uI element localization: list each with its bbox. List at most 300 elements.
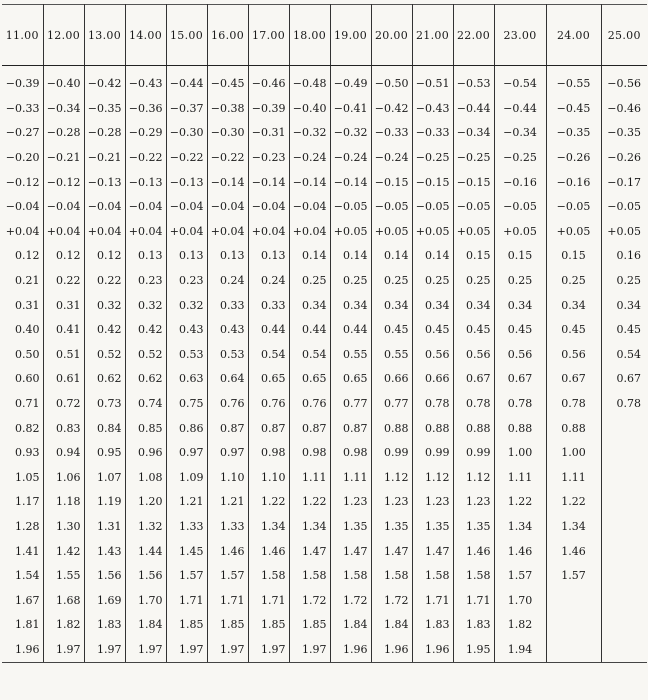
table-cell: −0.22: [207, 146, 248, 171]
table-cell: 1.47: [412, 539, 453, 564]
table-cell: [546, 613, 601, 638]
table-cell: 0.65: [289, 367, 330, 392]
table-cell: 1.31: [84, 515, 125, 540]
table-cell: 1.12: [412, 466, 453, 491]
table-cell: −0.12: [43, 170, 84, 195]
table-cell: 1.19: [84, 490, 125, 515]
table-row: [2, 490, 647, 515]
table-cell: 0.53: [207, 343, 248, 368]
table-cell: 0.87: [207, 416, 248, 441]
table-cell: 1.72: [289, 588, 330, 613]
table-cell: 1.34: [494, 515, 546, 540]
table-cell: −0.13: [125, 170, 166, 195]
table-cell: −0.27: [2, 121, 43, 146]
table-cell: −0.23: [248, 146, 289, 171]
table-cell: 0.42: [125, 318, 166, 343]
table-cell: 1.46: [248, 539, 289, 564]
table-cell: 0.95: [84, 441, 125, 466]
table-cell: 0.14: [330, 244, 371, 269]
table-cell: 0.65: [248, 367, 289, 392]
table-cell: 1.69: [84, 588, 125, 613]
table-cell: [601, 515, 647, 540]
table-cell: −0.54: [494, 66, 546, 97]
table-cell: 1.11: [289, 466, 330, 491]
table-cell: 0.31: [2, 293, 43, 318]
table-cell: 0.13: [125, 244, 166, 269]
table-cell: −0.44: [453, 97, 494, 122]
table-cell: 1.97: [84, 638, 125, 663]
table-cell: 1.57: [494, 564, 546, 589]
column-header: 20.00: [371, 5, 412, 66]
table-row: [2, 564, 647, 589]
table-cell: −0.12: [2, 170, 43, 195]
table-cell: 1.96: [371, 638, 412, 663]
table-cell: 0.54: [616, 347, 641, 361]
table-cell: 1.09: [166, 466, 207, 491]
table-cell: 0.99: [412, 441, 453, 466]
table-cell: 0.88: [453, 416, 494, 441]
table-cell: 1.97: [248, 638, 289, 663]
table-cell: 0.14: [289, 244, 330, 269]
table-cell: 1.11: [330, 466, 371, 491]
table-cell: −0.35: [84, 97, 125, 122]
table-cell: −0.51: [412, 66, 453, 97]
table-cell: −0.15: [412, 170, 453, 195]
table-cell: 1.84: [125, 613, 166, 638]
table-cell: 0.25: [546, 269, 601, 294]
table-cell: 1.70: [494, 588, 546, 613]
table-cell: 0.40: [2, 318, 43, 343]
table-cell: −0.28: [43, 121, 84, 146]
table-cell: 0.25: [453, 269, 494, 294]
table-cell: 1.97: [207, 638, 248, 663]
table-cell: 0.82: [2, 416, 43, 441]
table-cell: 0.98: [289, 441, 330, 466]
table-cell: 0.77: [330, 392, 371, 417]
table-row: [2, 392, 647, 417]
table-cell: 0.45: [494, 318, 546, 343]
table-cell: −0.38: [207, 97, 248, 122]
table-cell: −0.30: [207, 121, 248, 146]
table-cell: 1.22: [289, 490, 330, 515]
table-cell: 0.24: [248, 269, 289, 294]
table-cell: −0.56: [607, 77, 641, 91]
table-cell: 0.55: [330, 343, 371, 368]
table-cell: 0.63: [166, 367, 207, 392]
table-cell: 0.43: [207, 318, 248, 343]
table-cell: 0.84: [84, 416, 125, 441]
table-cell: 1.47: [330, 539, 371, 564]
table-cell: [546, 638, 601, 663]
table-cell: 1.96: [412, 638, 453, 663]
table-cell: −0.05: [371, 195, 412, 220]
table-cell: 0.97: [207, 441, 248, 466]
table-cell: 0.83: [43, 416, 84, 441]
table-row: [2, 539, 647, 564]
table-cell: 0.25: [371, 269, 412, 294]
table-cell: 0.23: [166, 269, 207, 294]
table-cell: [601, 539, 647, 564]
table-cell: 0.77: [371, 392, 412, 417]
table-cell: 1.00: [546, 441, 601, 466]
column-header: 23.00: [494, 5, 546, 66]
table-cell: 1.07: [84, 466, 125, 491]
table-cell: 0.13: [248, 244, 289, 269]
table-cell: −0.36: [125, 97, 166, 122]
table-cell: 1.71: [453, 588, 494, 613]
table-cell: +0.05: [330, 220, 371, 245]
table-row: [2, 293, 647, 318]
table-cell: −0.41: [330, 97, 371, 122]
table-cell: −0.22: [125, 146, 166, 171]
table-cell: 0.76: [289, 392, 330, 417]
table-cell: 0.97: [166, 441, 207, 466]
table-cell: 0.44: [248, 318, 289, 343]
table-cell: +0.04: [2, 220, 43, 245]
table-cell: −0.20: [2, 146, 43, 171]
table-cell: 0.53: [166, 343, 207, 368]
table-cell: −0.40: [43, 66, 84, 97]
table-cell: 0.61: [43, 367, 84, 392]
table-cell: 0.14: [412, 244, 453, 269]
table-cell: 0.13: [207, 244, 248, 269]
table-cell: 1.23: [412, 490, 453, 515]
table-cell: 1.23: [330, 490, 371, 515]
table-cell: 0.85: [125, 416, 166, 441]
table-cell: 1.55: [43, 564, 84, 589]
table-cell: 0.86: [166, 416, 207, 441]
table-cell: 1.41: [2, 539, 43, 564]
table-cell: 1.56: [84, 564, 125, 589]
table-cell: 0.14: [371, 244, 412, 269]
column-header: 14.00: [125, 5, 166, 66]
table-cell: −0.33: [412, 121, 453, 146]
table-cell: −0.42: [84, 66, 125, 97]
table-cell: −0.40: [289, 97, 330, 122]
table-cell: −0.24: [371, 146, 412, 171]
table-cell: 0.45: [453, 318, 494, 343]
table-cell: −0.05: [330, 195, 371, 220]
table-row: [2, 416, 647, 441]
table-cell: −0.45: [207, 66, 248, 97]
table-cell: 0.50: [2, 343, 43, 368]
table-cell: 0.15: [453, 244, 494, 269]
table-cell: −0.32: [330, 121, 371, 146]
table-row: [2, 613, 647, 638]
table-cell: 0.25: [616, 274, 641, 288]
table-cell: 1.10: [248, 466, 289, 491]
table-cell: 0.67: [616, 372, 641, 386]
table-cell: 0.67: [453, 367, 494, 392]
table-cell: 1.45: [166, 539, 207, 564]
table-row: [2, 343, 647, 368]
table-cell: [601, 588, 647, 613]
table-cell: 1.28: [2, 515, 43, 540]
table-cell: [601, 564, 647, 589]
table-cell: −0.26: [546, 146, 601, 171]
table-cell: −0.24: [289, 146, 330, 171]
table-cell: −0.34: [43, 97, 84, 122]
table-cell: 1.67: [2, 588, 43, 613]
table-cell: −0.15: [453, 170, 494, 195]
table-cell: 1.58: [371, 564, 412, 589]
table-cell: 0.96: [125, 441, 166, 466]
table-cell: −0.13: [84, 170, 125, 195]
column-header: 12.00: [43, 5, 84, 66]
table-cell: 1.22: [248, 490, 289, 515]
table-cell: −0.16: [494, 170, 546, 195]
table-cell: 1.57: [166, 564, 207, 589]
table-cell: 0.87: [330, 416, 371, 441]
table-cell: 0.66: [371, 367, 412, 392]
table-cell: −0.14: [330, 170, 371, 195]
table-cell: 0.75: [166, 392, 207, 417]
table-cell: 0.25: [412, 269, 453, 294]
table-cell: 0.32: [166, 293, 207, 318]
table-cell: −0.39: [248, 97, 289, 122]
table-row: [2, 244, 647, 269]
column-header: 19.00: [330, 5, 371, 66]
table-cell: 0.13: [166, 244, 207, 269]
table-cell: 1.83: [84, 613, 125, 638]
table-cell: −0.05: [453, 195, 494, 220]
table-cell: −0.05: [546, 195, 601, 220]
table-cell: 0.45: [616, 323, 641, 337]
table-cell: 0.45: [546, 318, 601, 343]
table-cell: [601, 416, 647, 441]
table-row: [2, 367, 647, 392]
table-cell: 0.71: [2, 392, 43, 417]
column-header: 16.00: [207, 5, 248, 66]
table-cell: −0.16: [546, 170, 601, 195]
table-cell: 1.83: [453, 613, 494, 638]
table-cell: 0.88: [494, 416, 546, 441]
table-cell: 1.34: [248, 515, 289, 540]
table-cell: 1.23: [453, 490, 494, 515]
table-cell: [601, 638, 647, 663]
table-cell: −0.33: [2, 97, 43, 122]
table-cell: 1.58: [412, 564, 453, 589]
table-cell: 0.34: [494, 293, 546, 318]
table-cell: 1.46: [453, 539, 494, 564]
table-cell: 0.64: [207, 367, 248, 392]
table-cell: −0.53: [453, 66, 494, 97]
table-row: [2, 220, 647, 245]
table-cell: 0.74: [125, 392, 166, 417]
table-cell: 1.57: [546, 564, 601, 589]
table-cell: 0.12: [2, 244, 43, 269]
table-cell: −0.33: [371, 121, 412, 146]
table-cell: 0.76: [207, 392, 248, 417]
table-cell: 1.95: [453, 638, 494, 663]
column-header: 22.00: [453, 5, 494, 66]
table-cell: 0.34: [453, 293, 494, 318]
table-cell: 0.56: [453, 343, 494, 368]
table-row: [2, 515, 647, 540]
table-cell: 0.78: [616, 397, 641, 411]
table-cell: −0.43: [412, 97, 453, 122]
table-cell: 0.56: [494, 343, 546, 368]
table-cell: −0.04: [84, 195, 125, 220]
table-cell: 1.46: [207, 539, 248, 564]
table-cell: 1.35: [330, 515, 371, 540]
table-cell: 1.71: [166, 588, 207, 613]
table-cell: 0.55: [371, 343, 412, 368]
table-cell: 1.82: [43, 613, 84, 638]
table-cell: −0.25: [412, 146, 453, 171]
table-cell: 0.41: [43, 318, 84, 343]
table-cell: +0.04: [289, 220, 330, 245]
table-cell: 1.42: [43, 539, 84, 564]
table-row: [2, 97, 647, 122]
table-cell: −0.31: [248, 121, 289, 146]
column-header: 25.00: [601, 5, 647, 66]
table-cell: −0.14: [207, 170, 248, 195]
table-cell: −0.24: [330, 146, 371, 171]
table-row: [2, 318, 647, 343]
table-cell: 1.81: [2, 613, 43, 638]
table-cell: −0.05: [494, 195, 546, 220]
table-cell: [601, 490, 647, 515]
table-cell: 1.85: [207, 613, 248, 638]
table-cell: −0.35: [546, 121, 601, 146]
table-cell: −0.34: [453, 121, 494, 146]
table-cell: 0.12: [84, 244, 125, 269]
table-cell: 1.70: [125, 588, 166, 613]
table-cell: 0.62: [84, 367, 125, 392]
table-cell: 1.34: [289, 515, 330, 540]
table-cell: 0.51: [43, 343, 84, 368]
table-cell: −0.04: [125, 195, 166, 220]
table-cell: −0.05: [412, 195, 453, 220]
column-header: 18.00: [289, 5, 330, 66]
table-cell: 1.47: [289, 539, 330, 564]
table-cell: −0.45: [546, 97, 601, 122]
table-cell: 0.25: [494, 269, 546, 294]
table-cell: 1.97: [289, 638, 330, 663]
table-cell: 1.11: [494, 466, 546, 491]
table-cell: −0.46: [248, 66, 289, 97]
table-cell: −0.44: [166, 66, 207, 97]
table-cell: 0.76: [248, 392, 289, 417]
table-cell: −0.21: [84, 146, 125, 171]
table-cell: −0.35: [607, 126, 641, 140]
table-cell: 1.22: [546, 490, 601, 515]
table-cell: 0.32: [125, 293, 166, 318]
table-cell: 1.58: [289, 564, 330, 589]
table-cell: −0.44: [494, 97, 546, 122]
table-cell: 1.84: [371, 613, 412, 638]
table-cell: −0.14: [289, 170, 330, 195]
table-cell: 1.06: [43, 466, 84, 491]
table-cell: 0.23: [125, 269, 166, 294]
table-cell: −0.30: [166, 121, 207, 146]
table-cell: +0.05: [371, 220, 412, 245]
table-cell: 1.96: [330, 638, 371, 663]
header-row: [2, 5, 647, 66]
table-cell: 1.83: [412, 613, 453, 638]
table-cell: 0.54: [289, 343, 330, 368]
table-cell: 0.78: [412, 392, 453, 417]
table-cell: 0.62: [125, 367, 166, 392]
table-row: [2, 66, 647, 97]
table-cell: 1.85: [166, 613, 207, 638]
numeric-table: [2, 4, 647, 663]
table-cell: +0.05: [546, 220, 601, 245]
table-row: [2, 146, 647, 171]
table-cell: −0.49: [330, 66, 371, 97]
table-cell: −0.43: [125, 66, 166, 97]
table-cell: +0.04: [43, 220, 84, 245]
table-cell: 1.35: [412, 515, 453, 540]
table-cell: 1.57: [207, 564, 248, 589]
table-cell: +0.04: [207, 220, 248, 245]
table-cell: 0.12: [43, 244, 84, 269]
table-cell: 0.22: [43, 269, 84, 294]
table-cell: 0.87: [248, 416, 289, 441]
table-cell: 0.99: [371, 441, 412, 466]
table-cell: +0.04: [166, 220, 207, 245]
table-cell: 0.45: [412, 318, 453, 343]
table-cell: 0.78: [546, 392, 601, 417]
table-cell: −0.14: [248, 170, 289, 195]
table-cell: 1.35: [371, 515, 412, 540]
table-cell: +0.05: [607, 224, 641, 238]
table-cell: 0.52: [125, 343, 166, 368]
table-cell: 1.97: [166, 638, 207, 663]
table-cell: 0.24: [207, 269, 248, 294]
table-cell: −0.42: [371, 97, 412, 122]
table-row: [2, 121, 647, 146]
table-cell: 0.16: [616, 249, 641, 263]
table-cell: +0.04: [125, 220, 166, 245]
table-cell: 1.21: [166, 490, 207, 515]
table-cell: 0.98: [248, 441, 289, 466]
table-cell: 0.25: [289, 269, 330, 294]
table-cell: −0.39: [2, 66, 43, 97]
table-cell: [601, 441, 647, 466]
table-cell: 0.22: [84, 269, 125, 294]
table-cell: −0.34: [494, 121, 546, 146]
table-cell: −0.28: [84, 121, 125, 146]
table-cell: 1.30: [43, 515, 84, 540]
table-cell: [601, 613, 647, 638]
table-cell: 0.88: [546, 416, 601, 441]
table-cell: 0.93: [2, 441, 43, 466]
table-cell: −0.22: [166, 146, 207, 171]
table-cell: +0.05: [494, 220, 546, 245]
table-cell: 1.58: [248, 564, 289, 589]
table-cell: 1.56: [125, 564, 166, 589]
table-cell: 0.72: [43, 392, 84, 417]
table-cell: −0.17: [607, 175, 641, 189]
table-cell: −0.25: [494, 146, 546, 171]
table-cell: 1.23: [371, 490, 412, 515]
table-cell: 0.33: [248, 293, 289, 318]
table-cell: 0.34: [546, 293, 601, 318]
table-cell: 0.94: [43, 441, 84, 466]
table-cell: [546, 588, 601, 613]
table-cell: 1.82: [494, 613, 546, 638]
table-cell: 0.42: [84, 318, 125, 343]
table-cell: 0.73: [84, 392, 125, 417]
table-cell: 1.94: [494, 638, 546, 663]
table-cell: 1.18: [43, 490, 84, 515]
table-cell: 1.20: [125, 490, 166, 515]
table-row: [2, 588, 647, 613]
table-cell: 1.22: [494, 490, 546, 515]
table-cell: −0.04: [289, 195, 330, 220]
